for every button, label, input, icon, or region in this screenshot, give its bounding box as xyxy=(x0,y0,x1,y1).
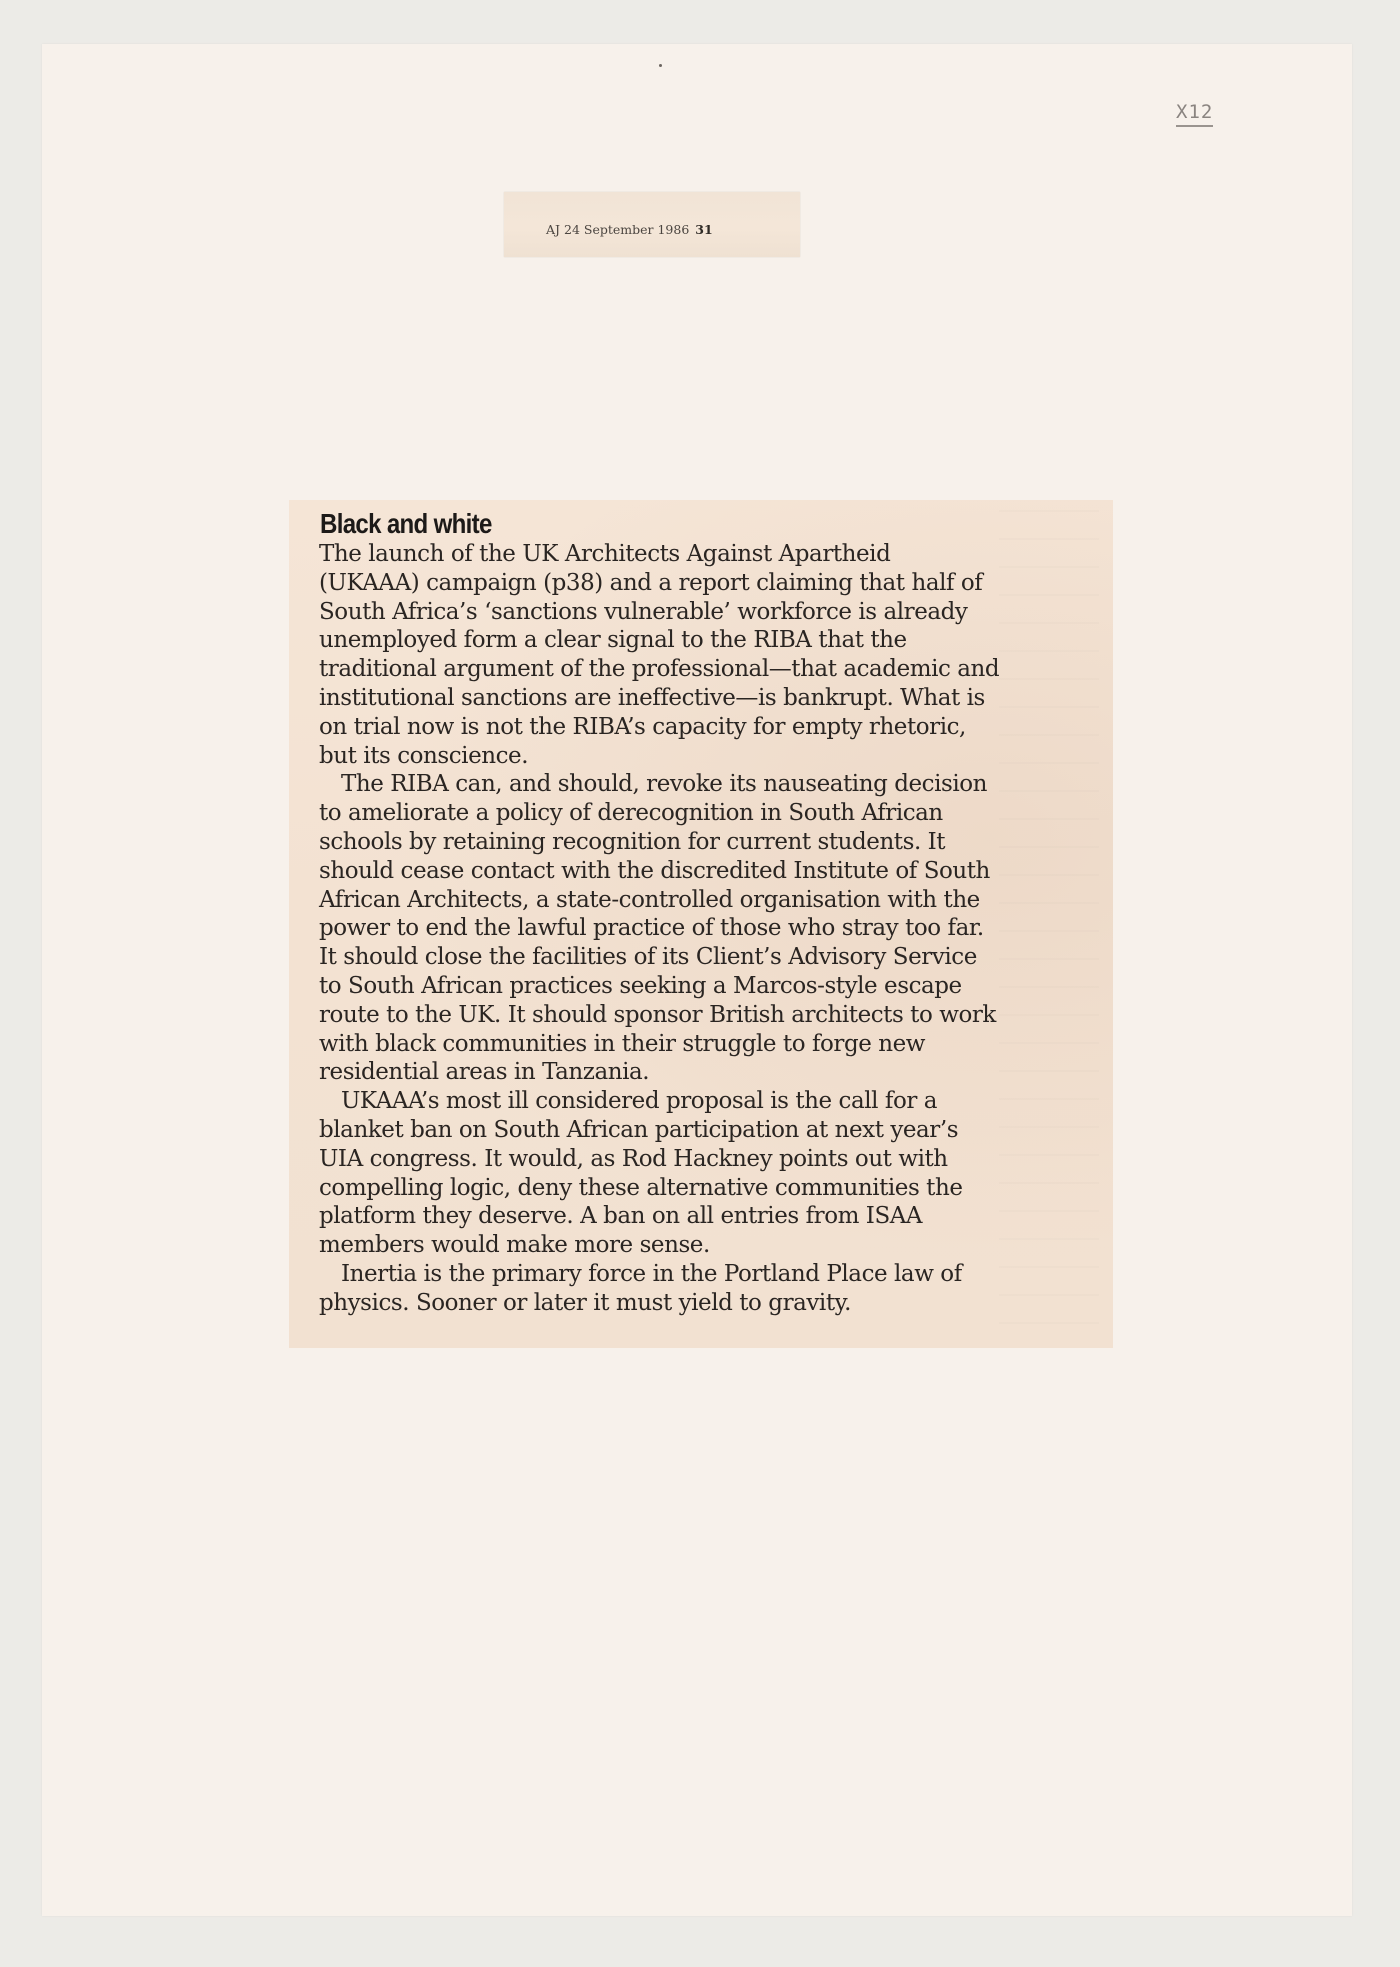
article-body xyxy=(319,540,1099,1318)
paragraph-4: Inertia is the primary force in the Portland Place law of physics. Sooner or later it must yield to gravity. xyxy=(319,1260,962,1316)
date-clipping xyxy=(504,192,800,257)
cut-off-next-headline xyxy=(303,1336,473,1344)
page-number: X12 xyxy=(1176,100,1213,127)
paragraph-2: The RIBA can, and should, revoke its nauseating decision to ameliorate a policy of derecognition in South African schools by retaining recognition for current students. It should cease contact with the discredited Institute of South African Architects, a state-controlled organisation with the power to end the lawful practice of those who stray too far. It should close the facilities of its Client’s Advisory Service to South African practices seeking a Marcos-style escape route to the UK. It should sponsor British architects to work with black communities in their struggle to forge new residential areas in Tanzania. xyxy=(319,771,996,1086)
article-headline: Black and white xyxy=(320,508,492,539)
ink-dot xyxy=(659,64,662,67)
publication-date: AJ 24 September 1986 xyxy=(546,222,690,237)
paragraph-3: UKAAA’s most ill considered proposal is the call for a blanket ban on South African participation at next year’s UIA congress. It would, as Rod Hackney points out with compelling logic, deny these alternative communities the platform they deserve. A ban on all entries from ISAA members would make more sense. xyxy=(319,1088,963,1259)
date-line xyxy=(546,222,713,237)
article-clipping xyxy=(289,500,1113,1348)
publication-page: 31 xyxy=(695,222,713,237)
paragraph-1: The launch of the UK Architects Against Apartheid (UKAAA) campaign (p38) and a report claiming that half of South Africa’s ‘sanctions vulnerable’ workforce is already unemployed form a clear signal to the RIBA that the traditional argument of the professional—that academic and institutional sanctions are ineffective—is bankrupt. What is on trial now is not the RIBA’s capacity for empty rhetoric, but its conscience. xyxy=(319,541,1000,769)
